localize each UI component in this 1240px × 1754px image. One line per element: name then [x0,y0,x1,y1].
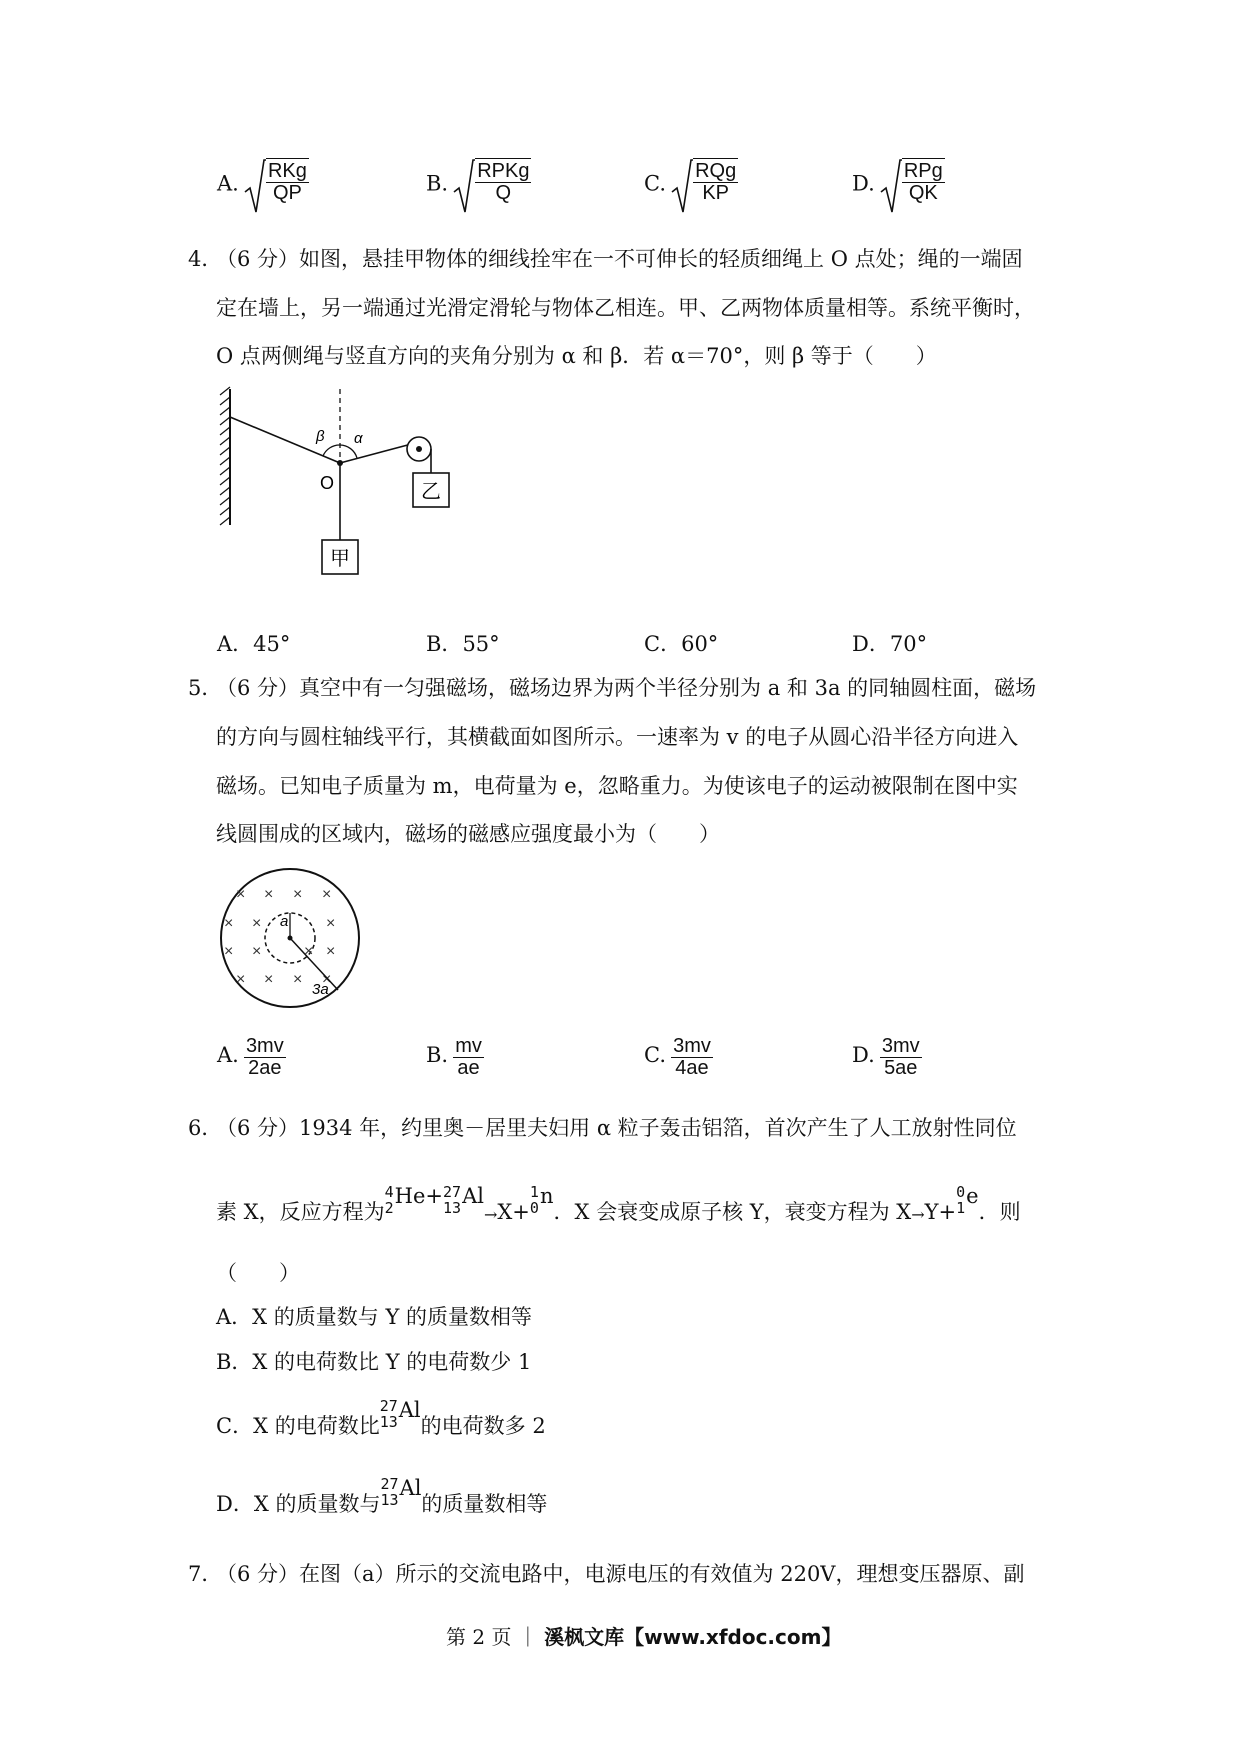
fraction-denominator: QP [272,182,302,204]
label-a: a [280,913,289,930]
option-letter: B. [426,1043,449,1067]
q6-number: 6． [188,1116,223,1140]
q6-option-d [216,1475,548,1516]
q7-stem-line-1: （6 分）在图（a）所示的交流电路中，电源电压的有效值为 220V，理想变压器原、副 [216,1562,1025,1586]
option-letter: C. [644,1043,666,1067]
q4-stem-line-3: O 点两侧绳与竖直方向的夹角分别为 α 和 β．若 α＝70°，则 β 等于（ ） [216,344,937,368]
sqrt-expression [453,158,531,214]
box-yi-label: 乙 [421,481,441,503]
box-jia-label: 甲 [330,548,350,570]
option-letter: C. [644,171,666,196]
fraction-denominator: Q [495,182,512,204]
q3-option-d [852,158,945,214]
fraction-denominator: 5ae [884,1057,918,1079]
option-text: 70° [889,632,928,656]
fraction-numerator: RKg [267,160,307,182]
fraction-denominator: 2ae [248,1057,282,1079]
q6-stem-line-3: （ ） [216,1261,300,1285]
q3-option-c [644,158,738,214]
label-beta: β [316,428,325,445]
svg-text:×: × [236,886,246,903]
option-text: 55° [462,632,500,656]
q4-number: 4． [188,247,223,271]
nuclide-positron: 0 1 e [956,1183,979,1217]
text-segment: 的质量数相等 [421,1491,548,1516]
svg-text:×: × [322,971,332,988]
option-letter: A. [217,171,239,196]
svg-text:×: × [293,971,303,988]
fraction-numerator: 3mv [245,1035,284,1057]
svg-text:×: × [224,915,234,932]
svg-text:×: × [322,886,332,903]
fraction-numerator: 3mv [881,1035,920,1057]
option-text: 60° [681,632,719,656]
nuclide-aluminum: 27 13 Al [443,1183,484,1217]
q4-option-a [217,634,290,655]
q5-stem-line-2: 的方向与圆柱轴线平行，其横截面如图所示。一速率为 v 的电子从圆心沿半径方向进入 [216,725,1019,749]
q5-stem-line-4: 线圆围成的区域内，磁场的磁感应强度最小为（ ） [216,822,720,846]
sqrt-expression [880,158,945,214]
nuclide-aluminum: 27 13 Al [379,1397,421,1431]
option-letter: D. [852,1043,875,1067]
option-letter: D. [852,171,875,196]
footer-separator: ｜ [517,1625,538,1649]
page-number: 第 2 页 [446,1625,512,1649]
label-alpha: α [354,430,363,447]
fraction-numerator: RPg [903,160,943,182]
footer-brand: 溪枫文库【www.xfdoc.com】 [544,1625,842,1649]
q5-stem-line-3: 磁场。已知电子质量为 m，电荷量为 e，忽略重力。为使该电子的运动被限制在图中实 [216,774,1018,798]
q5-option-a [217,1036,286,1079]
q4-stem-line-2: 定在墙上，另一端通过光滑定滑轮与物体乙相连。甲、乙两物体质量相等。系统平衡时， [216,296,1035,320]
q7-number: 7． [188,1562,223,1586]
text-segment: ．X 会衰变成原子核 Y，衰变方程为 X [553,1199,912,1224]
fraction-numerator: RQg [695,160,737,182]
nuclide-aluminum: 27 13 Al [380,1475,422,1509]
label-o: O [320,473,335,493]
q5-option-b [426,1036,484,1079]
svg-text:×: × [304,943,314,960]
q6-option-b: B．X 的电荷数比 Y 的电荷数少 1 [216,1350,532,1374]
q6-option-c [216,1397,546,1438]
text-segment: 的电荷数多 2 [420,1413,546,1438]
label-3a: 3a [312,981,329,998]
nuclide-neutron: 1 0 n [529,1183,554,1217]
q4-option-b [426,634,500,655]
text-segment: D．X 的质量数与 [216,1491,381,1516]
field-crosses [224,886,335,988]
wall-hatching [220,387,230,525]
q5-option-c [644,1036,713,1079]
text-segment: ．则 [978,1199,1021,1224]
fraction-denominator: 4ae [675,1057,709,1079]
svg-text:×: × [252,915,262,932]
arrow-symbol: → [483,1204,498,1224]
q6-option-a: A．X 的质量数与 Y 的质量数相等 [216,1305,533,1329]
fraction-numerator: mv [455,1035,482,1057]
q6-stem-line-1: （6 分）1934 年，约里奥－居里夫妇用 α 粒子轰击铝箔，首次产生了人工放射性同位 [216,1116,1017,1140]
fraction-denominator: KP [702,182,729,204]
svg-text:×: × [326,943,336,960]
option-letter: A. [217,1043,239,1067]
beta-arc [323,445,340,456]
q5-figure [216,866,366,1010]
q4-stem-line-1: （6 分）如图，悬挂甲物体的细线拴牢在一不可伸长的轻质细绳上 O 点处；绳的一端固 [216,247,1023,271]
sqrt-expression [671,158,738,214]
svg-text:×: × [293,886,303,903]
text-segment: 素 X，反应方程为 [216,1199,385,1224]
svg-text:×: × [224,943,234,960]
q3-option-b [426,158,531,214]
q6-stem-line-2 [216,1183,1021,1224]
text-segment: Y+ [924,1199,957,1224]
option-letter: B． [426,632,463,656]
fraction-numerator: RPKg [477,160,530,182]
arrow-symbol: → [911,1204,925,1224]
sqrt-expression [244,158,309,214]
text-segment: C．X 的电荷数比 [216,1413,380,1438]
option-letter: C． [644,632,682,656]
q4-option-d [852,634,927,655]
svg-text:×: × [326,915,336,932]
option-letter: D． [852,632,890,656]
option-letter: A． [217,632,254,656]
nuclide-helium: 4 2 He+ [384,1183,443,1217]
fraction-numerator: 3mv [673,1035,711,1057]
text-segment: X+ [497,1199,530,1224]
q5-number: 5． [188,676,223,700]
q5-stem-line-1: （6 分）真空中有一匀强磁场，磁场边界为两个半径分别为 a 和 3a 的同轴圆柱面，磁场 [216,676,1037,700]
q4-option-c [644,634,718,655]
q5-option-d [852,1036,922,1079]
svg-text:×: × [252,943,262,960]
svg-text:×: × [264,971,274,988]
fraction-denominator: ae [457,1057,480,1079]
option-letter: B. [426,171,449,196]
page-footer [446,1621,841,1650]
svg-text:×: × [264,886,274,903]
q4-figure [212,385,472,595]
fraction-denominator: QK [908,182,938,204]
option-text: 45° [253,632,291,656]
q3-option-a [217,158,309,214]
svg-text:×: × [236,971,246,988]
